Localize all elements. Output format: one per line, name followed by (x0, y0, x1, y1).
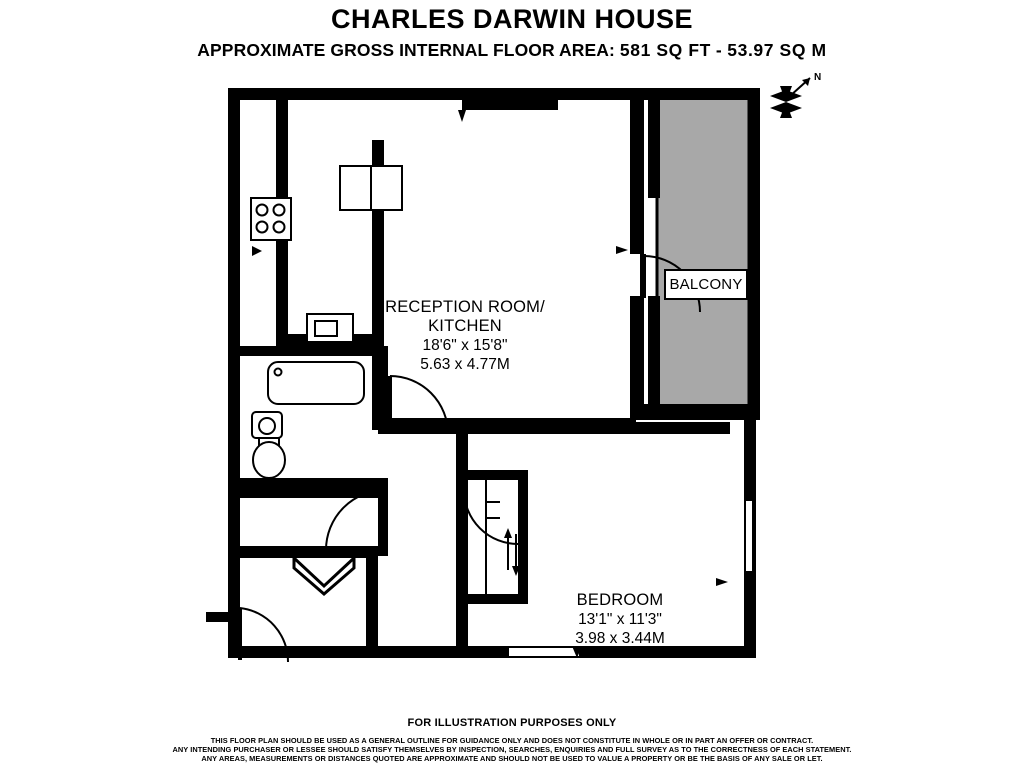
illustration-note (0, 717, 1024, 729)
wall-top-recess-sill (462, 100, 558, 110)
cupboard-bifold-doors (294, 558, 354, 594)
wall-reception-balcony (630, 88, 644, 254)
floor-area-sqft: 581 SQ FT (619, 40, 711, 60)
wall-top (228, 88, 660, 100)
window-bedroom-bottom (508, 647, 580, 657)
wc-icon (253, 438, 285, 478)
disclaimer (0, 736, 1024, 764)
reception-dim-metric: 5.63 x 4.77M (420, 356, 510, 373)
compass-rose (760, 70, 832, 134)
wall-closet-right (518, 470, 528, 602)
disclaimer-line-3: ANY AREAS, MEASUREMENTS OR DISTANCES QUOTED ARE APPROXIMATE AND SHOULD NOT BE USED TO VALUE A PROPERTY OR BE THE BASIS OF ANY SALE OR LET. (201, 754, 823, 764)
balcony-label-text: BALCONY (669, 276, 743, 293)
floor-area-separator: - (715, 40, 723, 60)
kitchen-hob-icon (251, 198, 291, 240)
room-label-bedroom (455, 591, 785, 648)
wall-top-right (648, 88, 760, 100)
disclaimer-line-2: ANY INTENDING PURCHASER OR LESSEE SHOULD SATISFY THEMSELVES BY INSPECTION, SEARCHES, ENQUIRIES AND FULL SURVEY AS TO THE CORRECTNESS OF EACH STATEMENT. (172, 745, 852, 755)
illustration-note-text: FOR ILLUSTRATION PURPOSES ONLY (407, 717, 617, 729)
property-name: CHARLES DARWIN HOUSE (330, 4, 693, 34)
washbasin-icon (252, 412, 282, 438)
window-bedroom-right (745, 500, 753, 572)
bedroom-dim-metric: 3.98 x 3.44M (575, 630, 665, 647)
door-bathroom (326, 490, 386, 550)
reception-name-line2: KITCHEN (428, 317, 502, 335)
floor-area-prefix: APPROXIMATE GROSS INTERNAL FLOOR AREA: (197, 40, 615, 60)
wall-closet-top (456, 470, 528, 480)
wall-left (228, 88, 240, 658)
reception-name-line1: RECEPTION ROOM/ (385, 298, 545, 316)
wall-store-top (240, 546, 378, 558)
svg-text:N: N (814, 72, 822, 83)
bedroom-name: BEDROOM (576, 591, 664, 609)
balcony-area (657, 90, 749, 415)
wall-kitchen-west (276, 140, 288, 346)
floor-area-line (0, 40, 1024, 61)
floor-area-sqm: 53.97 SQ M (727, 40, 827, 60)
disclaimer-line-1: THIS FLOOR PLAN SHOULD BE USED AS A GENERAL OUTLINE FOR GUIDANCE ONLY AND DOES NOT CONSTITUTE IN WHOLE OR IN PART AN OFFER OR CONTRACT. (210, 736, 814, 745)
plan-geometry (206, 88, 760, 662)
wall-reception-balcony-2 (630, 296, 644, 414)
wall-hall-bedroom (378, 422, 730, 434)
floorplan-drawing (0, 70, 1024, 680)
wall-store-right (366, 546, 378, 656)
room-label-reception (300, 298, 630, 374)
wall-balcony-inner-2 (648, 296, 660, 414)
wall-right-balcony (748, 88, 760, 420)
balcony-label (664, 269, 748, 300)
bedroom-dim-imperial: 13'1" x 11'3" (578, 611, 662, 628)
page-title (0, 4, 1024, 35)
reception-dim-imperial: 18'6" x 15'8" (422, 337, 508, 354)
wall-balcony-inner (648, 88, 660, 198)
